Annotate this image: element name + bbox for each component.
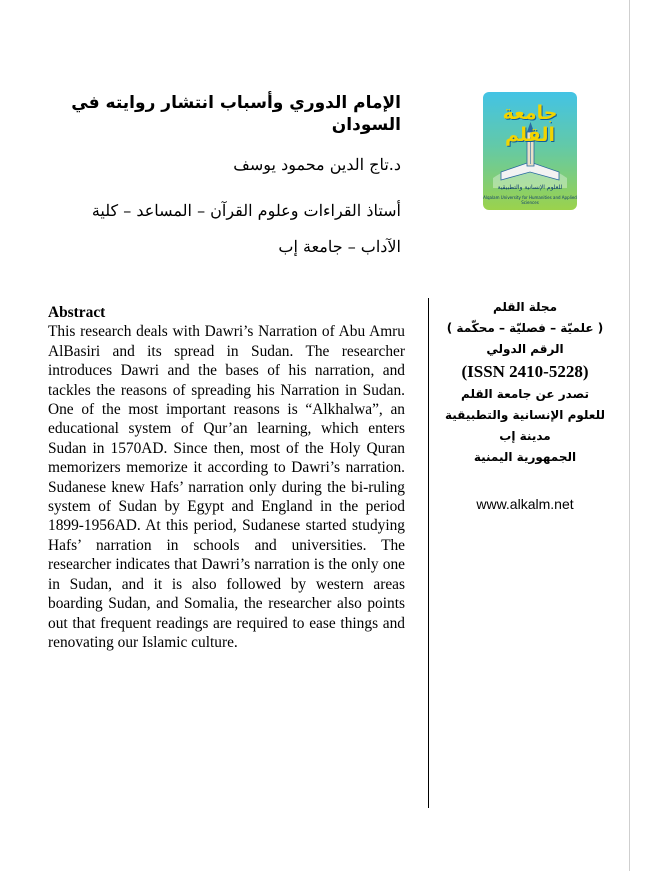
logo-subtitle-en: Alqalam University for Humanities and Applied Sciences (483, 195, 577, 205)
journal-country: الجمهورية اليمنية (473, 450, 577, 464)
logo-title: جامعة القلم (502, 102, 558, 146)
journal-city: مدينة إب (499, 429, 551, 443)
column-divider (428, 298, 429, 808)
logo-subtitle-ar: للعلوم الإنسانية والتطبيقية (497, 184, 563, 191)
publisher-line2: للعلوم الإنسانية والتطبيقية (445, 408, 605, 422)
publisher-line1: تصدر عن جامعة القلم (461, 387, 589, 401)
issn-label: الرقم الدولي (486, 342, 564, 356)
journal-name: مجلة القلم (493, 300, 557, 314)
abstract-heading: Abstract (48, 304, 106, 321)
issn-number: (ISSN 2410-5228) (461, 362, 589, 381)
abstract-section (48, 303, 405, 652)
article-title: الإمام الدوري وأسباب انتشار روايته في السودان (71, 93, 401, 135)
journal-type: ( علميّة – فصليّة – محكّمة ) (446, 321, 604, 335)
abstract-body: This research deals with Dawri’s Narration of Abu Amru AlBasiri and its spread in Sudan. The researcher introduces Dawri and the bases of his narration, and tackles the reasons of spreading his Narration in Sudan. One of the most important reasons is “Alkhalwa”, an educational system of Qur’an learning, which enters Sudan in 1570AD. Since then, most of the Holy Quran memorizers memorize it according to Dawri’s narration. Sudanese knew Hafs’ narration only during the bi-ruling system of Sudan by Egypt and England in the period 1899-1956AD. At this period, Sudanese started studying Hafs’ narration in schools and universities. The researcher indicates that Dawri’s narration is the only one in Sudan, and it is also followed by western areas boarding Sudan, and Somalia, the researcher also points out that frequent readings are required to ease things and renovating our Islamic culture. (48, 323, 405, 651)
author-affiliation-line2: الآداب – جامعة إب (278, 237, 401, 256)
journal-info (432, 297, 618, 512)
page-edge-line (629, 0, 630, 871)
article-header (71, 92, 401, 265)
journal-website-link[interactable]: www.alkalm.net (476, 496, 574, 512)
author-affiliation-line1: أستاذ القراءات وعلوم القرآن – المساعد – كلية (91, 201, 401, 220)
university-logo (483, 92, 577, 210)
author-name: د.تاج الدين محمود يوسف (233, 155, 401, 174)
